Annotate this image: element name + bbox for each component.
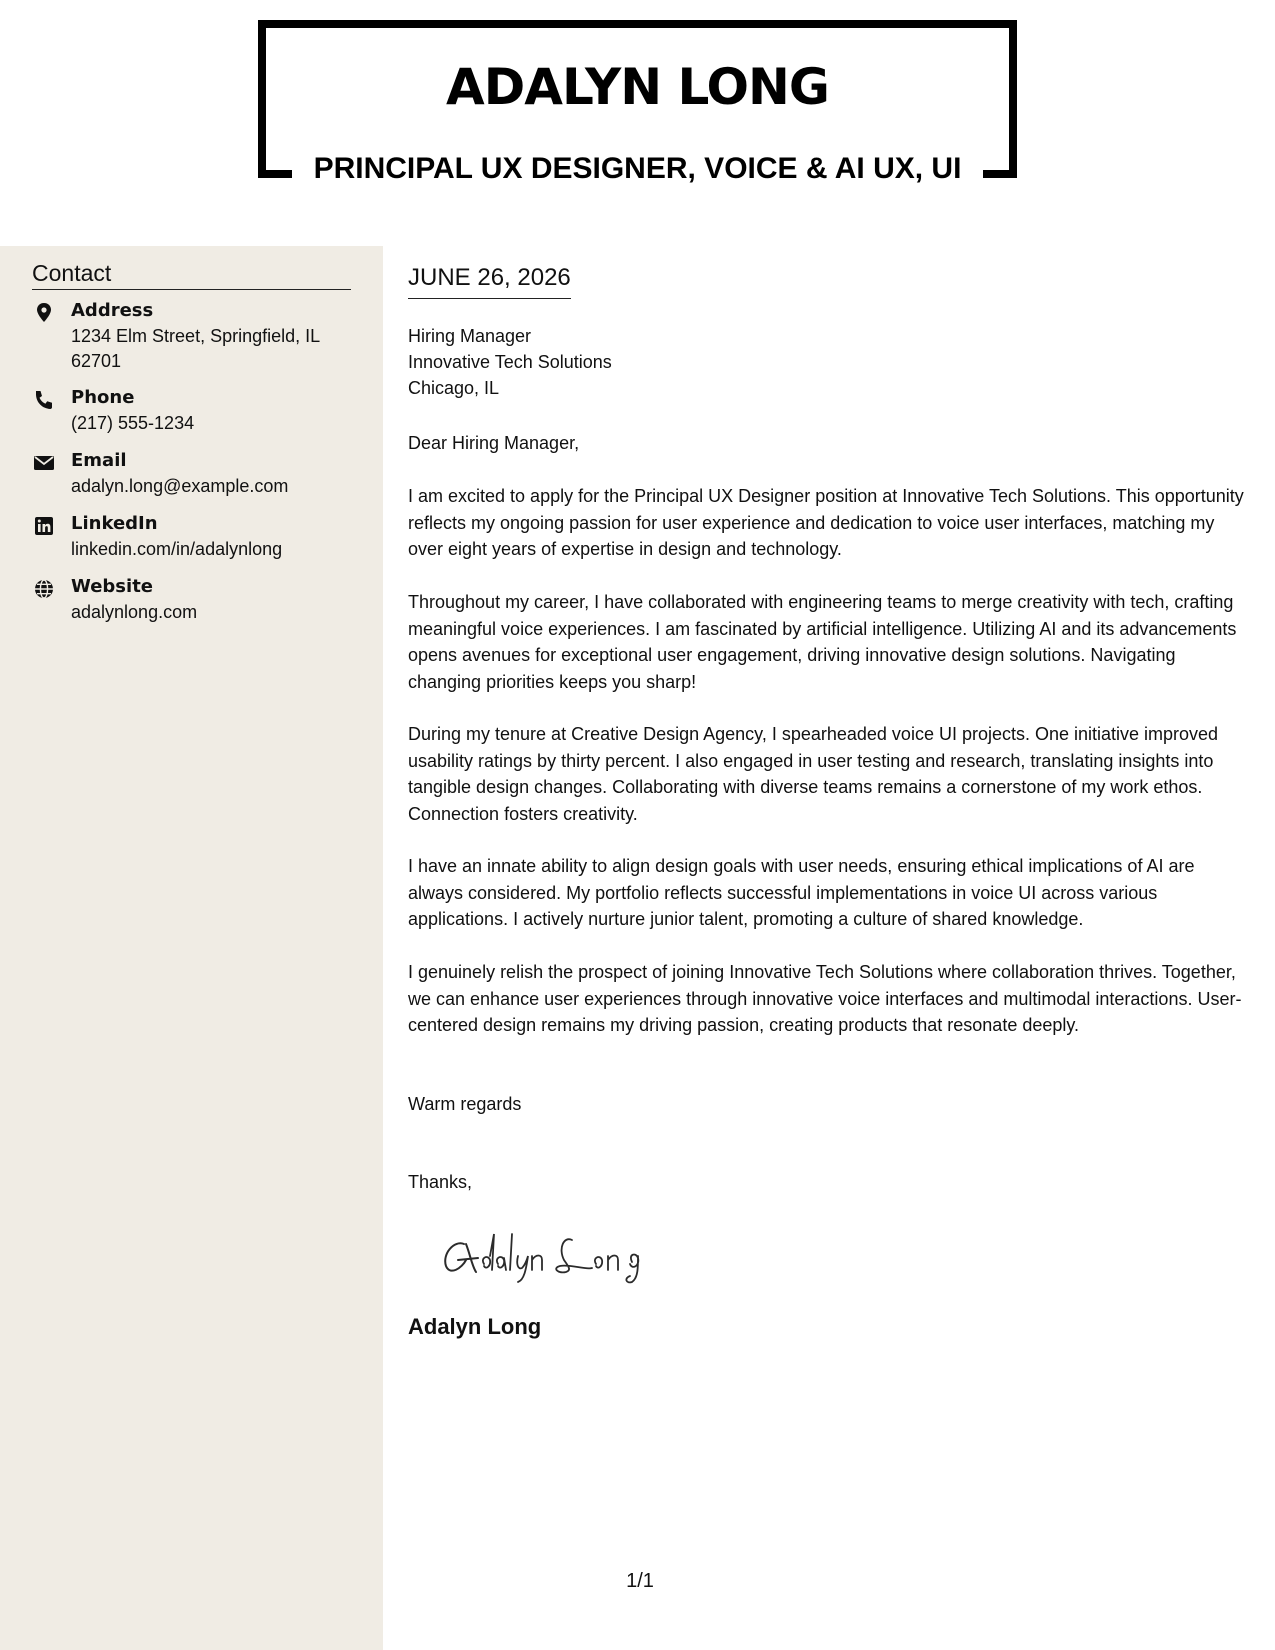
- recipient-line: Chicago, IL: [408, 378, 500, 398]
- salutation: Dear Hiring Manager,: [408, 433, 580, 453]
- applicant-title: PRINCIPAL UX DESIGNER, VOICE & AI UX, UI: [313, 152, 962, 185]
- closing: Warm regards: [408, 1094, 522, 1114]
- page-number: 1/1: [626, 1570, 654, 1592]
- contact-label: LinkedIn: [71, 513, 158, 534]
- linkedin-icon: [32, 515, 56, 537]
- recipient-block: [408, 323, 612, 401]
- contact-heading: Contact: [32, 260, 351, 290]
- header: [0, 0, 1275, 246]
- sidebar: [0, 246, 383, 1650]
- paragraph: I have an innate ability to align design goals with user needs, ensuring ethical implications of AI are always considered. My portfolio reflects successful implementations in voice UI across various applications. I actively nurture junior talent, promoting a culture of shared knowledge.: [408, 856, 1195, 929]
- signer-name: Adalyn Long: [408, 1314, 542, 1339]
- contact-value: adalyn.long@example.com: [71, 476, 289, 496]
- contact-label: Address: [71, 300, 154, 321]
- envelope-icon: [32, 452, 56, 474]
- thanks: Thanks,: [408, 1172, 473, 1192]
- recipient-line: Innovative Tech Solutions: [408, 352, 612, 372]
- contact-value: 1234 Elm Street, Springfield, IL 62701: [71, 326, 320, 371]
- contact-value[interactable]: linkedin.com/in/adalynlong: [71, 539, 283, 559]
- phone-icon: [32, 389, 56, 411]
- map-pin-icon: [32, 302, 56, 324]
- contact-label: Website: [71, 576, 154, 597]
- recipient-line: Hiring Manager: [408, 326, 532, 346]
- contact-label: Phone: [71, 387, 135, 408]
- paragraph: I genuinely relish the prospect of joining Innovative Tech Solutions where collaboration thrives. Together, we can enhance user experiences through innovative voice interfaces and multimodal interactions. User-centered design remains my driving passion, creating products that resonate deeply.: [408, 962, 1242, 1035]
- contact-value: (217) 555-1234: [71, 413, 195, 433]
- globe-icon: [32, 578, 56, 600]
- paragraph: Throughout my career, I have collaborated with engineering teams to merge creativity with tech, crafting meaningful voice experiences. I am fascinated by artificial intelligence. Utilizing AI and its advancements opens avenues for exceptional user engagement, driving innovative design solutions. Navigating changing priorities keeps you sharp!: [408, 592, 1237, 692]
- contact-value[interactable]: adalynlong.com: [71, 602, 198, 622]
- paragraph: I am excited to apply for the Principal UX Designer position at Innovative Tech Solutions. This opportunity reflects my ongoing passion for user experience and dedication to voice user interfaces, matching my over eight years of expertise in design and technology.: [408, 486, 1244, 559]
- contact-label: Email: [71, 450, 127, 471]
- paragraph: During my tenure at Creative Design Agency, I spearheaded voice UI projects. One initiative improved usability ratings by thirty percent. I also engaged in user testing and research, translating insights into tangible design changes. Collaborating with diverse teams remains a cornerstone of my work ethos. Connection fosters creativity.: [408, 724, 1219, 824]
- applicant-name: ADALYN LONG: [446, 58, 829, 116]
- handwritten-signature: [436, 1226, 696, 1286]
- letter-date: JUNE 26, 2026: [408, 264, 571, 299]
